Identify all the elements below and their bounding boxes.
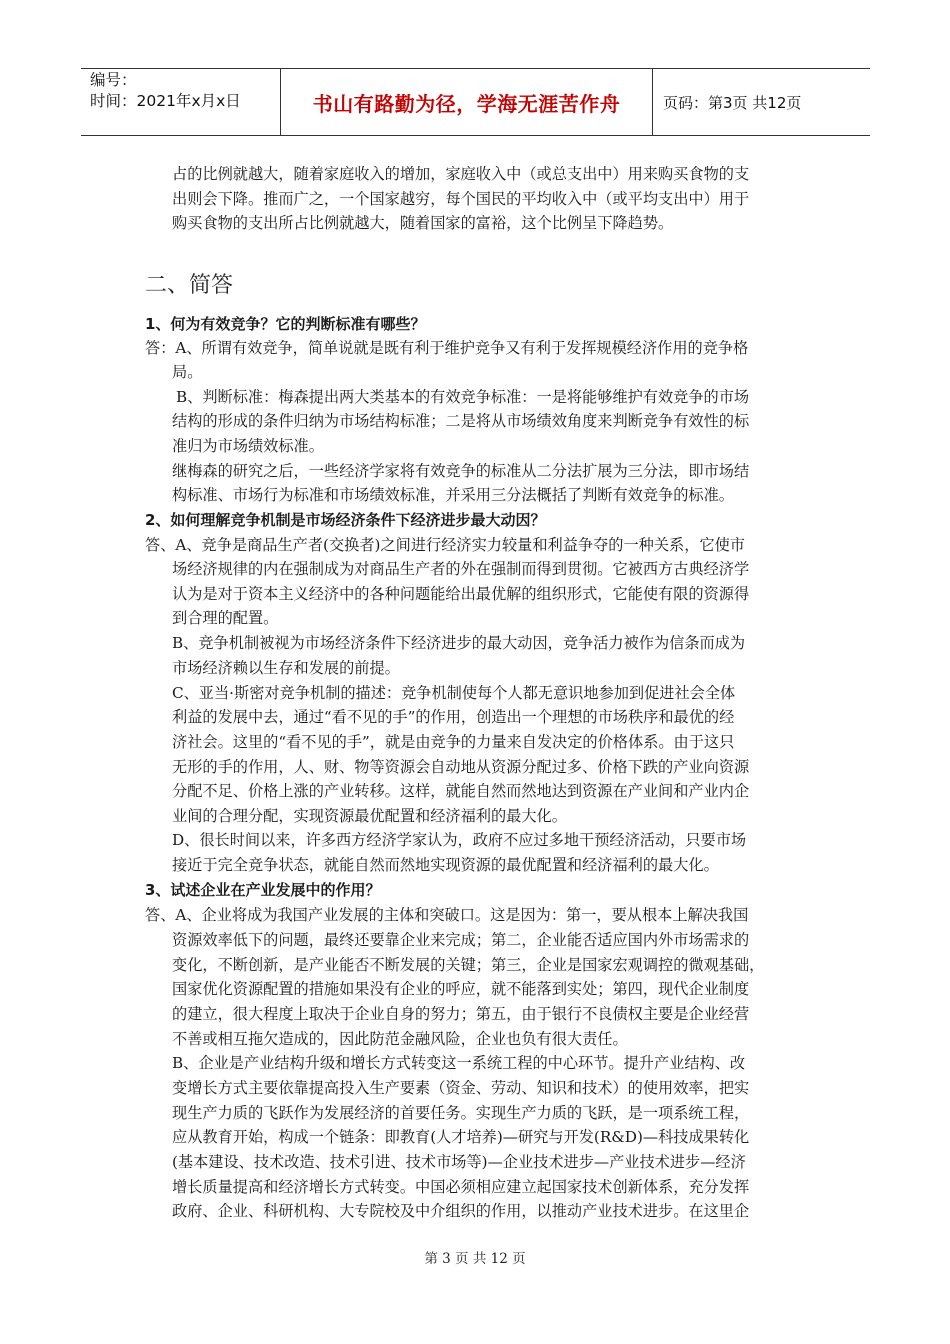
answer-line: C、亚当·斯密对竞争机制的描述：竞争机制使每个人都无意识地参加到促进社会全体 xyxy=(172,684,736,702)
question-1-heading: 1、何为有效竞争？它的判断标准有哪些？ xyxy=(145,315,426,333)
answer-line: 分配不足、价格上涨的产业转移。这样，就能自然而然地达到资源在产业间和产业内企 xyxy=(172,782,750,800)
answer-line: 准归为市场绩效标准。 xyxy=(172,437,324,455)
answer-line: 济社会。这里的“看不见的手”，就是由竞争的力量来自发决定的价格体系。由于这只 xyxy=(172,733,735,751)
answer-line: 国家优化资源配置的措施如果没有企业的呼应，就不能落到实处；第四，现代企业制度 xyxy=(172,980,750,998)
answer-line: 场经济规律的内在强制成为对商品生产者的外在强制而得到贯彻。它被西方古典经济学 xyxy=(172,560,750,578)
answer-line: 接近于完全竞争状态，就能自然而然地实现资源的最优配置和经济福利的最大化。 xyxy=(172,856,719,874)
answer-line: 局。 xyxy=(172,363,203,381)
answer-line: 答、A、企业将成为我国产业发展的主体和突破口。这是因为：第一，要从根本上解决我国 xyxy=(145,906,749,924)
intro-line: 购买食物的支出所占比例就越大，随着国家的富裕，这个比例呈下降趋势。 xyxy=(172,214,674,232)
header-motto-cell xyxy=(281,69,653,135)
answer-line: 不善或相互拖欠造成的，因此防范金融风险，企业也负有很大责任。 xyxy=(172,1030,628,1048)
document-date-label: 时间：2021年x月x日 xyxy=(90,92,241,110)
header-meta xyxy=(81,69,281,135)
question-3-heading: 3、试述企业在产业发展中的作用？ xyxy=(145,881,381,899)
page-header xyxy=(81,68,870,136)
section-title: 二、简答 xyxy=(145,273,234,298)
header-motto: 书山有路勤为径，学海无涯苦作舟 xyxy=(312,91,621,116)
answer-line: 答、A、竞争是商品生产者(交换者)之间进行经济实力较量和利益争夺的一种关系，它使市 xyxy=(145,536,745,554)
answer-line: 变增长方式主要依靠提高投入生产要素（资金、劳动、知识和技术）的使用效率，把实 xyxy=(172,1079,750,1097)
answer-line: D、很长时间以来，许多西方经济学家认为，政府不应过多地干预经济活动，只要市场 xyxy=(172,831,747,849)
answer-line: B、判断标准：梅森提出两大类基本的有效竞争标准：一是将能够维护有效竞争的市场 xyxy=(176,388,750,406)
answer-line: (基本建设、技术改造、技术引进、技术市场等)—企业技术进步—产业技术进步—经济 xyxy=(172,1153,746,1171)
page-footer: 第 3 页 共 12 页 xyxy=(424,1251,526,1267)
answer-line: 资源效率低下的问题，最终还要靠企业来完成；第二，企业能否适应国内外市场需求的 xyxy=(172,931,750,949)
answer-line: 答：A、所谓有效竞争，简单说就是既有利于维护竞争又有利于发挥规模经济作用的竞争格 xyxy=(145,339,749,357)
answer-line: 应从教育开始，构成一个链条：即教育(人才培养)—研究与开发(R&D)—科技成果转化 xyxy=(172,1128,750,1146)
answer-line: 结构的形成的条件归纳为市场结构标准；二是将从市场绩效角度来判断竞争有效性的标 xyxy=(172,412,750,430)
answer-line: 构标准、市场行为标准和市场绩效标准，并采用三分法概括了判断有效竞争的标准。 xyxy=(172,486,734,504)
answer-line: 业间的合理分配，实现资源最优配置和经济福利的最大化。 xyxy=(172,807,567,825)
answer-line: 变化，不断创新，是产业能否不断发展的关键；第三，企业是国家宏观调控的微观基础， xyxy=(172,956,765,974)
answer-line: 利益的发展中去，通过“看不见的手”的作用，创造出一个理想的市场秩序和最优的经 xyxy=(172,708,735,726)
question-2-heading: 2、如何理解竞争机制是市场经济条件下经济进步最大动因？ xyxy=(145,511,546,529)
answer-line: 无形的手的作用，人、财、物等资源会自动地从资源分配过多、价格下跌的产业向资源 xyxy=(172,758,750,776)
document-number-label: 编号： xyxy=(90,71,137,89)
intro-line: 出则会下降。推而广之，一个国家越穷，每个国民的平均收入中（或平均支出中）用于 xyxy=(172,190,750,208)
answer-line: 政府、企业、科研机构、大专院校及中介组织的作用，以推动产业技术进步。在这里企 xyxy=(172,1202,750,1220)
answer-line: 增长质量提高和经济增长方式转变。中国必须相应建立起国家技术创新体系，充分发挥 xyxy=(172,1178,750,1196)
header-page-info: 页码：第3页 共12页 xyxy=(663,93,802,112)
intro-line: 占的比例就越大，随着家庭收入的增加，家庭收入中（或总支出中）用来购买食物的支 xyxy=(172,165,750,183)
answer-line: 认为是对于资本主义经济中的各种问题能给出最优解的组织形式，它能使有限的资源得 xyxy=(172,585,750,603)
answer-line: 继梅森的研究之后，一些经济学家将有效竞争的标准从二分法扩展为三分法，即市场结 xyxy=(172,462,750,480)
answer-line: 的建立，很大程度上取决于企业自身的努力；第五，由于银行不良债权主要是企业经营 xyxy=(172,1005,750,1023)
answer-line: 市场经济赖以生存和发展的前提。 xyxy=(172,659,400,677)
answer-line: 现生产力质的飞跃作为发展经济的首要任务。实现生产力质的飞跃，是一项系统工程， xyxy=(172,1104,750,1122)
answer-line: B、竞争机制被视为市场经济条件下经济进步的最大动因，竞争活力被作为信条而成为 xyxy=(172,634,746,652)
answer-line: B、企业是产业结构升级和增长方式转变这一系统工程的中心环节。提升产业结构、改 xyxy=(172,1054,746,1072)
answer-line: 到合理的配置。 xyxy=(172,609,279,627)
